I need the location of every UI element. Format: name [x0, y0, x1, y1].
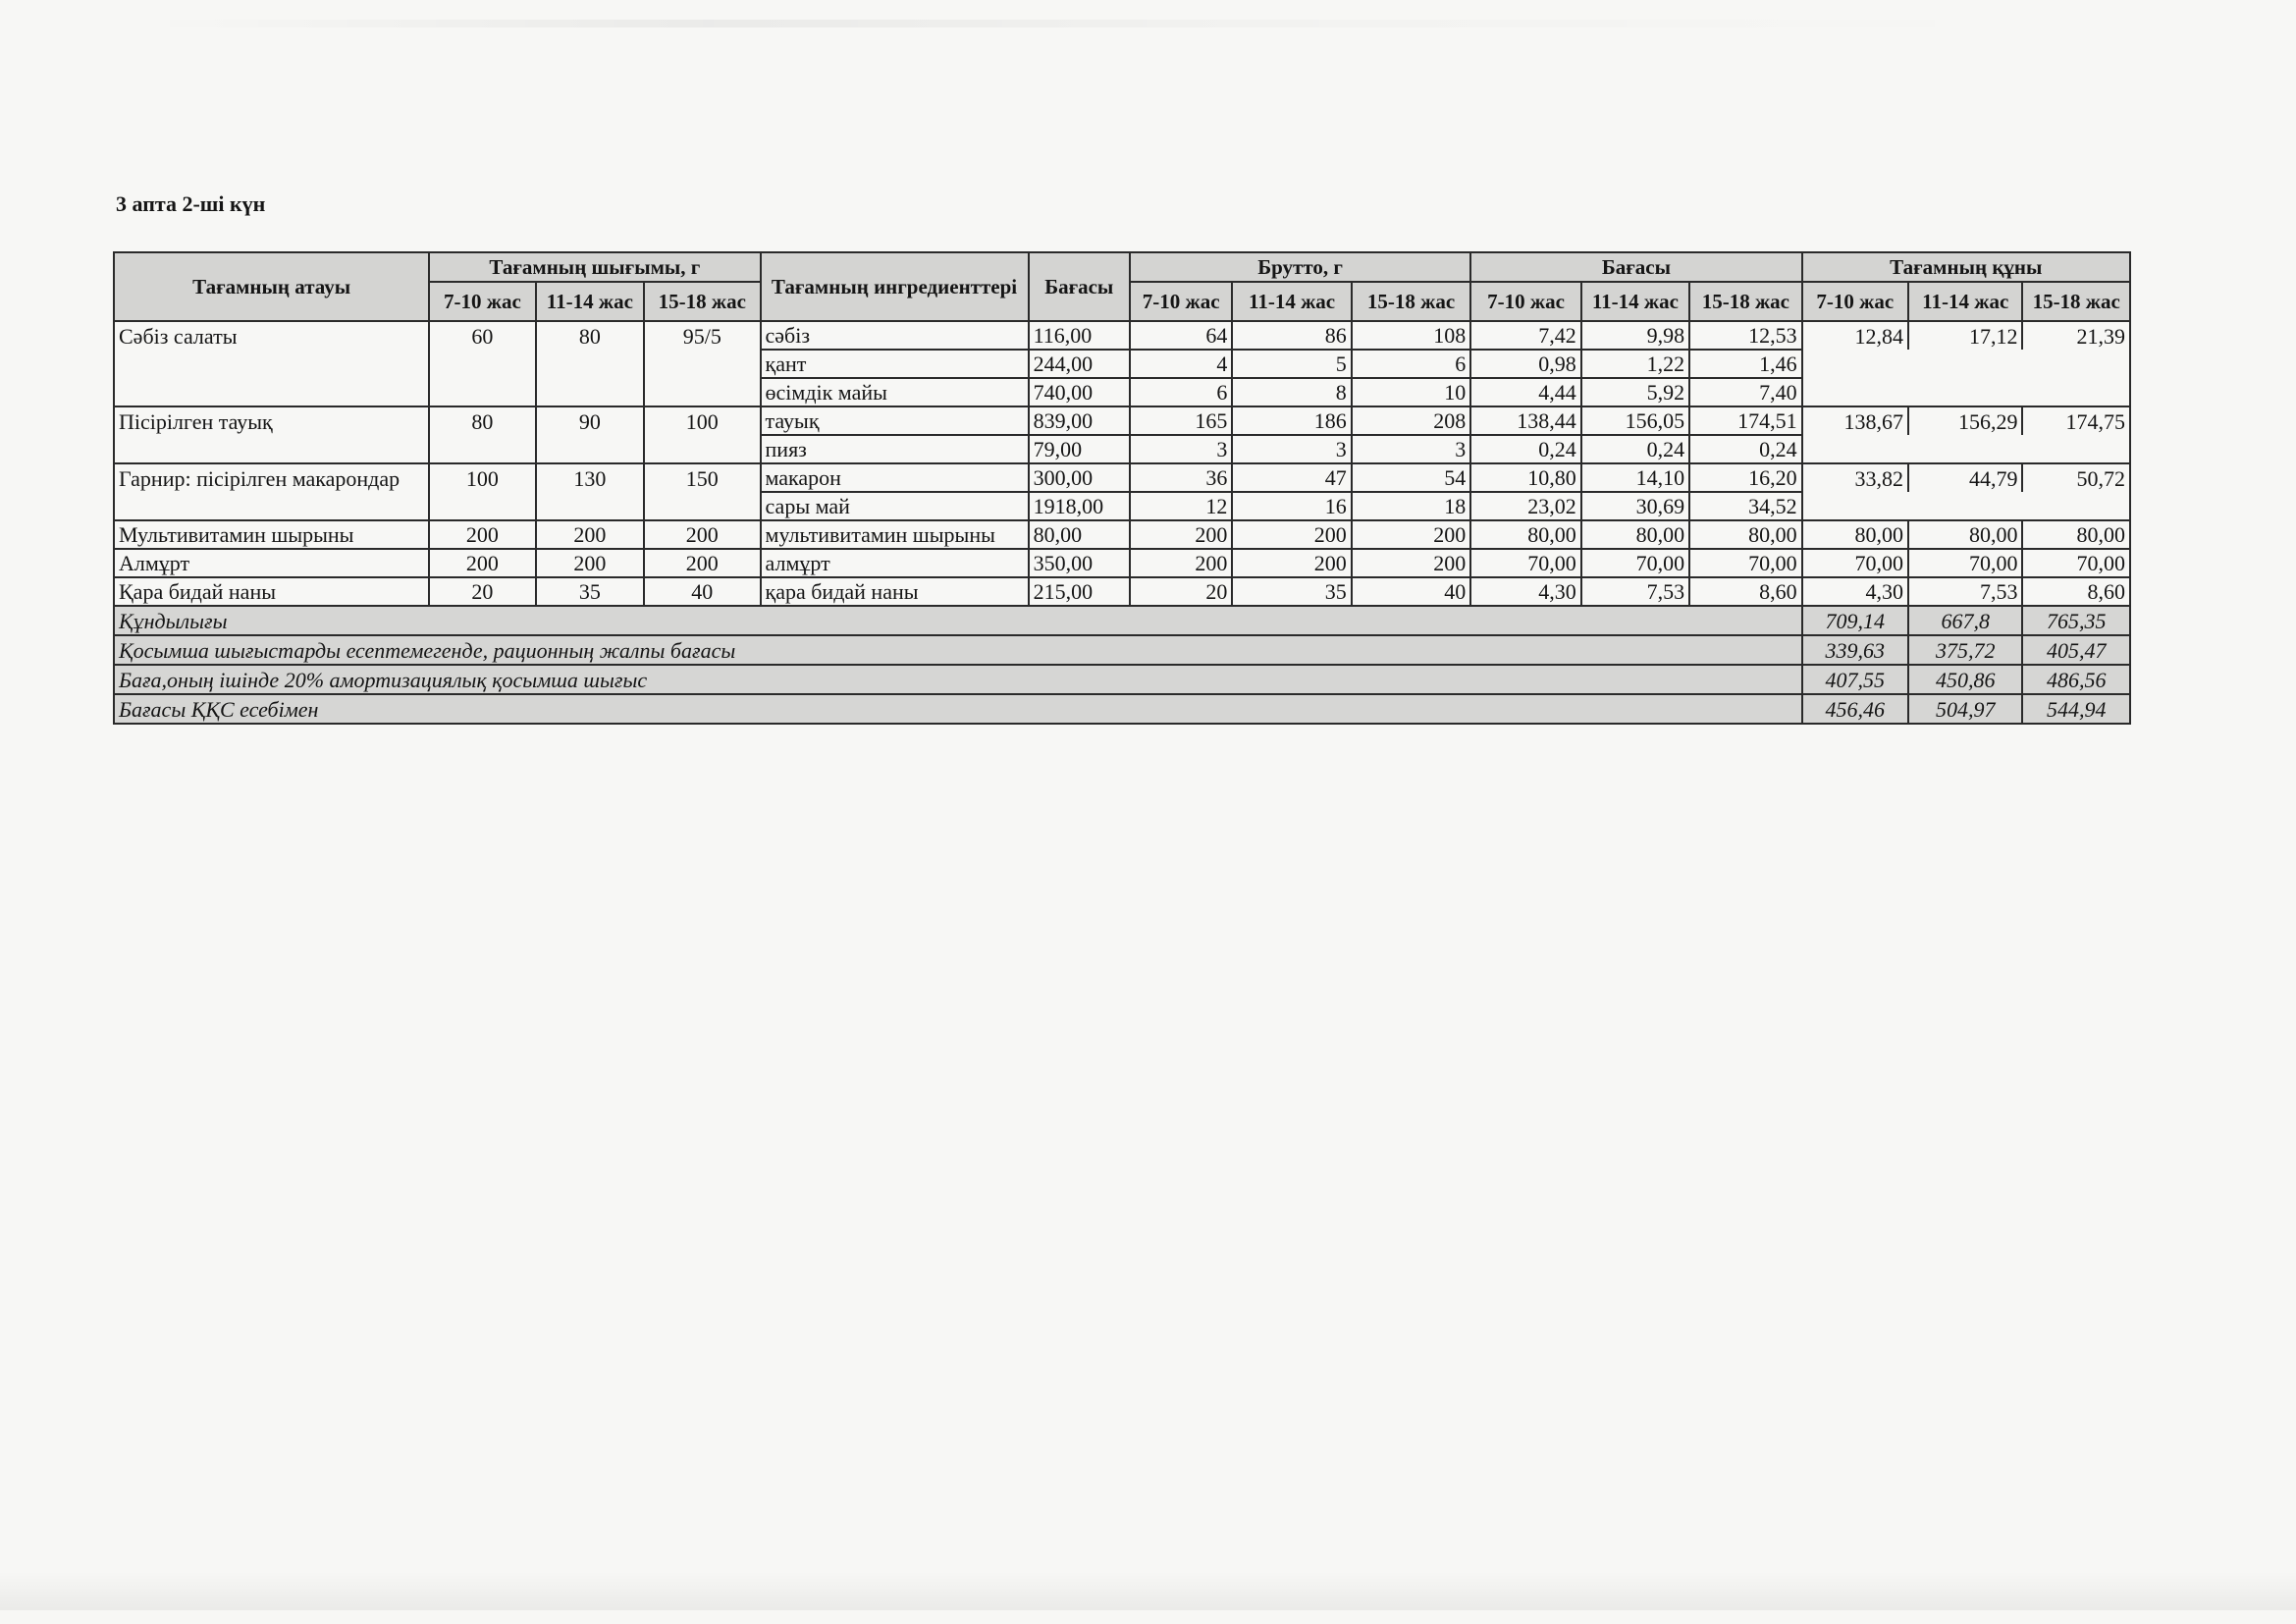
cell-brutto: 5	[1232, 350, 1351, 378]
summary-label: Қосымша шығыстарды есептемегенде, рационның жалпы бағасы	[114, 635, 1802, 665]
cell-brutto: 35	[1232, 577, 1351, 606]
cell-cost: 138,44	[1470, 406, 1580, 435]
cell-output: 200	[429, 520, 535, 549]
cell-dish-cost: 4,30	[1802, 577, 1908, 606]
cell-cost: 0,98	[1470, 350, 1580, 378]
cell-price: 79,00	[1029, 435, 1130, 463]
cell-brutto: 40	[1352, 577, 1470, 606]
cell-brutto: 16	[1232, 492, 1351, 520]
cell-brutto: 208	[1352, 406, 1470, 435]
cell-cost: 0,24	[1689, 435, 1801, 463]
cell-cost: 156,05	[1581, 406, 1689, 435]
summary-value: 504,97	[1908, 694, 2022, 724]
cell-ingredient: тауық	[761, 406, 1029, 435]
cell-ingredient: қара бидай наны	[761, 577, 1029, 606]
cell-dish-cost	[1908, 350, 2022, 378]
cell-output	[429, 435, 535, 463]
header-age: 11-14 жас	[1908, 282, 2022, 321]
cell-output: 130	[536, 463, 644, 492]
table-summary	[114, 606, 2130, 724]
cell-dish-name	[114, 350, 429, 378]
cell-cost: 7,53	[1581, 577, 1689, 606]
cell-cost: 10,80	[1470, 463, 1580, 492]
cell-output: 200	[536, 520, 644, 549]
cell-dish-name	[114, 435, 429, 463]
cell-output: 200	[536, 549, 644, 577]
cell-dish-cost	[1802, 350, 1908, 378]
summary-row	[114, 606, 2130, 635]
cell-brutto: 54	[1352, 463, 1470, 492]
cell-brutto: 18	[1352, 492, 1470, 520]
cell-cost: 16,20	[1689, 463, 1801, 492]
cell-price: 740,00	[1029, 378, 1130, 406]
cell-ingredient: макарон	[761, 463, 1029, 492]
cell-output: 60	[429, 321, 535, 350]
cell-output: 20	[429, 577, 535, 606]
cell-output: 80	[536, 321, 644, 350]
cell-output	[644, 350, 760, 378]
summary-value: 667,8	[1908, 606, 2022, 635]
cell-price: 215,00	[1029, 577, 1130, 606]
cell-price: 1918,00	[1029, 492, 1130, 520]
cell-cost: 80,00	[1689, 520, 1801, 549]
header-brutto-group: Брутто, г	[1130, 252, 1470, 282]
cell-brutto: 8	[1232, 378, 1351, 406]
cell-output	[536, 378, 644, 406]
cell-dish-name	[114, 492, 429, 520]
cell-brutto: 6	[1130, 378, 1232, 406]
cell-dish-cost: 21,39	[2022, 321, 2130, 350]
table-row	[114, 378, 2130, 406]
cell-cost: 80,00	[1470, 520, 1580, 549]
cell-output	[536, 492, 644, 520]
cell-output: 100	[429, 463, 535, 492]
cell-dish-cost: 8,60	[2022, 577, 2130, 606]
summary-value: 339,63	[1802, 635, 1908, 665]
cell-ingredient: қант	[761, 350, 1029, 378]
cell-cost: 23,02	[1470, 492, 1580, 520]
summary-value: 709,14	[1802, 606, 1908, 635]
cell-dish-cost: 70,00	[1802, 549, 1908, 577]
cell-dish-cost	[2022, 350, 2130, 378]
header-price: Бағасы	[1029, 252, 1130, 321]
cell-brutto: 47	[1232, 463, 1351, 492]
cell-brutto: 200	[1232, 549, 1351, 577]
summary-value: 544,94	[2022, 694, 2130, 724]
cell-brutto: 64	[1130, 321, 1232, 350]
cell-output	[644, 378, 760, 406]
cell-cost: 8,60	[1689, 577, 1801, 606]
cell-output: 100	[644, 406, 760, 435]
cell-cost: 9,98	[1581, 321, 1689, 350]
summary-label: Бағасы ҚҚС есебімен	[114, 694, 1802, 724]
cell-output	[644, 435, 760, 463]
cell-dish-cost: 12,84	[1802, 321, 1908, 350]
cell-dish-name	[114, 378, 429, 406]
cell-ingredient: сары май	[761, 492, 1029, 520]
header-dish-cost-group: Тағамның құны	[1802, 252, 2130, 282]
cell-output	[429, 492, 535, 520]
cell-dish-cost	[2022, 378, 2130, 406]
cell-price: 350,00	[1029, 549, 1130, 577]
cell-dish-cost	[1802, 378, 1908, 406]
header-age: 15-18 жас	[2022, 282, 2130, 321]
cell-brutto: 200	[1352, 549, 1470, 577]
summary-row	[114, 665, 2130, 694]
cell-ingredient: сәбіз	[761, 321, 1029, 350]
cell-dish-name: Пісірілген тауық	[114, 406, 429, 435]
cell-dish-cost: 174,75	[2022, 406, 2130, 435]
cell-brutto: 186	[1232, 406, 1351, 435]
header-age: 15-18 жас	[644, 282, 760, 321]
cell-brutto: 86	[1232, 321, 1351, 350]
table-header	[114, 252, 2130, 321]
cell-output	[644, 492, 760, 520]
summary-value: 456,46	[1802, 694, 1908, 724]
table-row	[114, 463, 2130, 492]
header-age: 15-18 жас	[1689, 282, 1801, 321]
cell-cost: 0,24	[1581, 435, 1689, 463]
summary-value: 486,56	[2022, 665, 2130, 694]
header-age: 11-14 жас	[1232, 282, 1351, 321]
summary-value: 405,47	[2022, 635, 2130, 665]
cell-output: 80	[429, 406, 535, 435]
cell-cost: 80,00	[1581, 520, 1689, 549]
cell-price: 80,00	[1029, 520, 1130, 549]
cell-output: 200	[644, 520, 760, 549]
cell-cost: 4,44	[1470, 378, 1580, 406]
page-title: 3 апта 2-ші күн	[116, 191, 266, 216]
cell-dish-cost: 80,00	[1908, 520, 2022, 549]
cell-cost: 14,10	[1581, 463, 1689, 492]
cell-ingredient: алмұрт	[761, 549, 1029, 577]
summary-row	[114, 635, 2130, 665]
header-output-group: Тағамның шығымы, г	[429, 252, 760, 282]
scan-artifact-bottom	[0, 1571, 2296, 1610]
cell-price: 839,00	[1029, 406, 1130, 435]
cell-dish-cost: 70,00	[2022, 549, 2130, 577]
table-row	[114, 406, 2130, 435]
cell-dish-cost: 50,72	[2022, 463, 2130, 492]
cell-dish-cost: 7,53	[1908, 577, 2022, 606]
cell-brutto: 3	[1130, 435, 1232, 463]
cell-brutto: 200	[1130, 520, 1232, 549]
cell-dish-cost	[2022, 492, 2130, 520]
cell-brutto: 4	[1130, 350, 1232, 378]
cell-output: 95/5	[644, 321, 760, 350]
table-row	[114, 350, 2130, 378]
cell-cost: 4,30	[1470, 577, 1580, 606]
header-cost-group: Бағасы	[1470, 252, 1801, 282]
header-dish-name: Тағамның атауы	[114, 252, 429, 321]
cell-output	[429, 378, 535, 406]
header-age: 7-10 жас	[429, 282, 535, 321]
cell-cost: 70,00	[1689, 549, 1801, 577]
cell-cost: 12,53	[1689, 321, 1801, 350]
summary-value: 407,55	[1802, 665, 1908, 694]
cell-brutto: 200	[1232, 520, 1351, 549]
cell-brutto: 200	[1130, 549, 1232, 577]
header-ingredients: Тағамның ингредиенттері	[761, 252, 1029, 321]
cell-brutto: 20	[1130, 577, 1232, 606]
cell-cost: 174,51	[1689, 406, 1801, 435]
header-age: 7-10 жас	[1130, 282, 1232, 321]
cell-cost: 7,42	[1470, 321, 1580, 350]
cell-cost: 34,52	[1689, 492, 1801, 520]
table-body	[114, 321, 2130, 606]
cell-dish-cost	[1802, 435, 1908, 463]
summary-value: 375,72	[1908, 635, 2022, 665]
summary-label: Баға,оның ішінде 20% амортизациялық қосымша шығыс	[114, 665, 1802, 694]
table-row	[114, 435, 2130, 463]
cell-brutto: 165	[1130, 406, 1232, 435]
cell-output: 200	[644, 549, 760, 577]
cell-cost: 0,24	[1470, 435, 1580, 463]
header-age: 15-18 жас	[1352, 282, 1470, 321]
header-age: 7-10 жас	[1470, 282, 1580, 321]
cell-ingredient: мультивитамин шырыны	[761, 520, 1029, 549]
cell-dish-cost: 70,00	[1908, 549, 2022, 577]
cell-dish-cost: 80,00	[2022, 520, 2130, 549]
table-row	[114, 492, 2130, 520]
cell-cost: 30,69	[1581, 492, 1689, 520]
cell-dish-name: Алмұрт	[114, 549, 429, 577]
cell-cost: 7,40	[1689, 378, 1801, 406]
cell-output: 200	[429, 549, 535, 577]
cell-dish-cost	[2022, 435, 2130, 463]
cell-dish-name: Гарнир: пісірілген макарондар	[114, 463, 429, 492]
cell-dish-cost	[1802, 492, 1908, 520]
cell-dish-cost: 44,79	[1908, 463, 2022, 492]
table-row	[114, 577, 2130, 606]
cell-dish-name: Қара бидай наны	[114, 577, 429, 606]
cell-brutto: 6	[1352, 350, 1470, 378]
summary-value: 765,35	[2022, 606, 2130, 635]
cell-dish-cost	[1908, 435, 2022, 463]
cell-ingredient: пияз	[761, 435, 1029, 463]
cell-brutto: 3	[1352, 435, 1470, 463]
table-row	[114, 549, 2130, 577]
table-row	[114, 520, 2130, 549]
cell-dish-name: Мультивитамин шырыны	[114, 520, 429, 549]
table-row	[114, 321, 2130, 350]
cell-dish-cost	[1908, 378, 2022, 406]
cell-dish-cost: 138,67	[1802, 406, 1908, 435]
cell-brutto: 10	[1352, 378, 1470, 406]
cell-output	[536, 350, 644, 378]
cell-brutto: 12	[1130, 492, 1232, 520]
header-age: 7-10 жас	[1802, 282, 1908, 321]
cell-output: 150	[644, 463, 760, 492]
summary-label: Құндылығы	[114, 606, 1802, 635]
cell-dish-cost: 80,00	[1802, 520, 1908, 549]
cell-brutto: 108	[1352, 321, 1470, 350]
cell-cost: 70,00	[1470, 549, 1580, 577]
cell-output	[429, 350, 535, 378]
header-age: 11-14 жас	[536, 282, 644, 321]
menu-cost-table	[113, 251, 2131, 725]
scan-artifact-top	[147, 20, 2012, 27]
summary-row	[114, 694, 2130, 724]
summary-value: 450,86	[1908, 665, 2022, 694]
cell-dish-name: Сәбіз салаты	[114, 321, 429, 350]
cell-price: 300,00	[1029, 463, 1130, 492]
cell-brutto: 36	[1130, 463, 1232, 492]
cell-dish-cost	[1908, 492, 2022, 520]
header-age: 11-14 жас	[1581, 282, 1689, 321]
cell-cost: 1,22	[1581, 350, 1689, 378]
cell-output: 40	[644, 577, 760, 606]
cell-output	[536, 435, 644, 463]
cell-dish-cost: 17,12	[1908, 321, 2022, 350]
cell-price: 116,00	[1029, 321, 1130, 350]
cell-brutto: 200	[1352, 520, 1470, 549]
cell-cost: 70,00	[1581, 549, 1689, 577]
cell-output: 35	[536, 577, 644, 606]
cell-output: 90	[536, 406, 644, 435]
cell-cost: 5,92	[1581, 378, 1689, 406]
cell-ingredient: өсімдік майы	[761, 378, 1029, 406]
cell-dish-cost: 156,29	[1908, 406, 2022, 435]
cell-price: 244,00	[1029, 350, 1130, 378]
cell-dish-cost: 33,82	[1802, 463, 1908, 492]
cell-cost: 1,46	[1689, 350, 1801, 378]
cell-brutto: 3	[1232, 435, 1351, 463]
